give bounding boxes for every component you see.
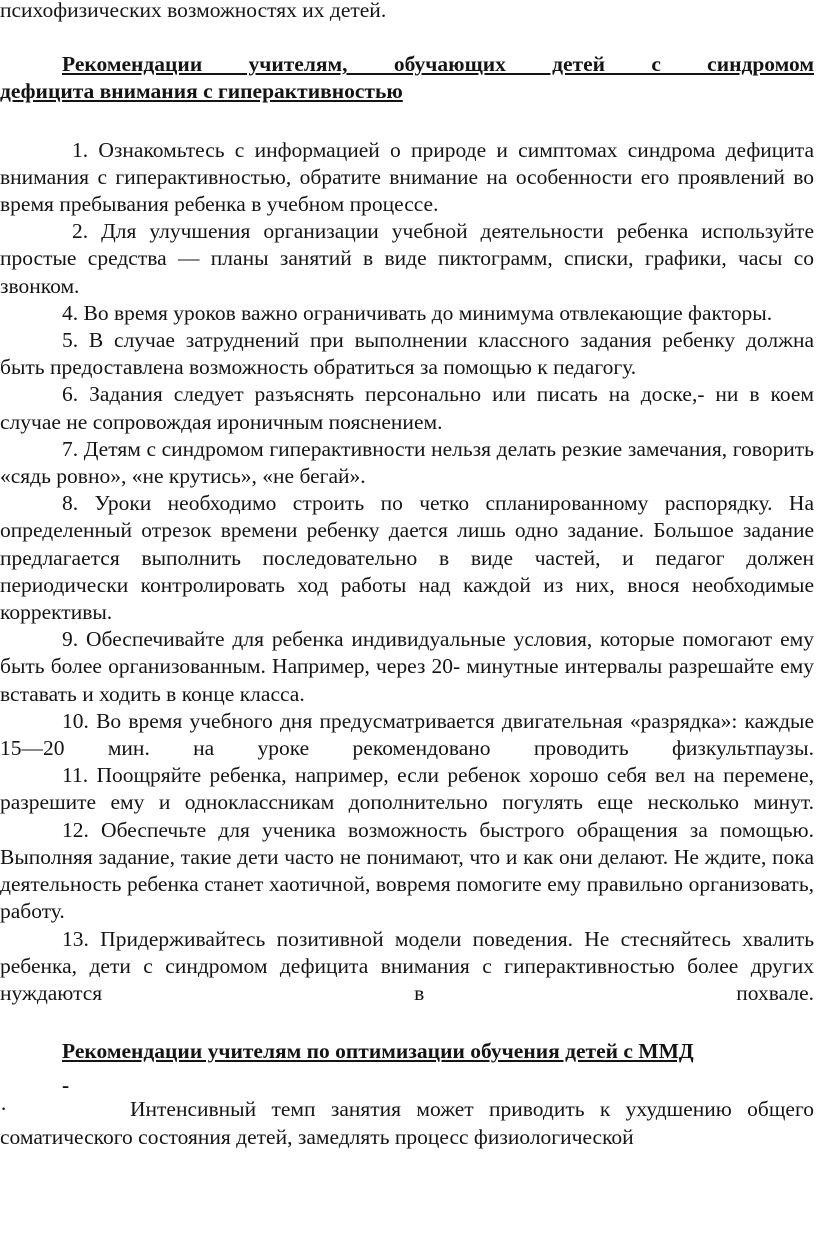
list-item-5: 5. В случае затруднений при выполнении классного задания ребенку должна быть предоставлена возможность обратиться за помощью к педагогу.: [0, 328, 814, 380]
list-item-8: 8. Уроки необходимо строить по четко спланированному распорядку. На определенный отрезок времени ребенку дается лишь одно задание. Большое задание предлагается выполнить последовательно в виде частей, и педагог должен периодически контролировать ход работы над каждой из них, внося необходимые коррективы.: [0, 491, 814, 625]
heading-adhd-recommendations: [0, 51, 814, 105]
list-item-7: 7. Детям с синдромом гиперактивности нельзя делать резкие замечания, говорить «сядь ровно», «не крутись», «не бегай».: [0, 436, 814, 489]
spacer: [0, 1065, 814, 1096]
list-item-6: 6. Задания следует разъяснять персонально или писать на доске,- ни в коем случае не сопровождая ироничным пояснением.: [0, 382, 814, 434]
spacer: [0, 24, 814, 51]
list-item-10: 10. Во время учебного дня предусматривается двигательная «разрядка»: каждые 15—20 мин. на уроке рекомендовано проводить физкультпаузы.: [0, 708, 814, 761]
heading-mmd-recommendations: Рекомендации учителям по оптимизации обучения детей с ММД: [62, 1039, 694, 1064]
list-item-9: 9. Обеспечивайте для ребенка индивидуальные условия, которые помогают ему быть более организованным. Например, через 20- минутные интервалы разрешайте ему вставать и ходить в конце класса.: [0, 627, 814, 706]
heading-line-1: Рекомендации учителям, обучающих детей с синдромом: [62, 52, 814, 77]
spacer: [0, 106, 814, 137]
heading-line-2: дефицита внимания с гиперактивностью: [0, 79, 403, 104]
list-item-12: 12. Обеспечьте для ученика возможность быстрого обращения за помощью. Выполняя задание, такие дети часто не понимают, что и как они делают. Не ждите, пока деятельность ребенка станет хаотичной, вовремя помогите ему правильно организовать, работу.: [0, 817, 814, 924]
list-item-11: 11. Поощряйте ребенка, например, если ребенок хорошо себя вел на перемене, разрешите ему и одноклассникам дополнительно погулять еще несколько минут.: [0, 763, 814, 815]
bullet-text: Интенсивный темп занятия может приводить к ухудшению общего соматического состояния детей, замедлять процесс физиологической: [0, 1097, 814, 1149]
spacer: [0, 1007, 814, 1038]
bullet-dot-icon: ·: [0, 1097, 8, 1122]
dash-mark: -: [62, 1073, 70, 1098]
list-item-13: 13. Придерживайтесь позитивной модели поведения. Не стесняйтесь хвалить ребенка, дети с синдромом дефицита внимания с гиперактивностью более других нуждаются в похвале.: [0, 926, 814, 1005]
list-item-4: 4. Во время уроков важно ограничивать до минимума отвлекающие факторы.: [62, 300, 773, 325]
intro-tail-text: психофизических возможностях их детей.: [0, 0, 387, 22]
list-item-2: 2. Для улучшения организации учебной деятельности ребенка используйте простые средства — планы занятий в виде пиктограмм, списки, графики, часы со звонком.: [0, 219, 814, 298]
bullet-item: [0, 1073, 814, 1150]
list-item-1: 1. Ознакомьтесь с информацией о природе и симптомах синдрома дефицита внимания с гиперактивностью, обратите внимание на особенности его проявлений во время пребывания ребенка в учебном процессе.: [0, 137, 814, 217]
